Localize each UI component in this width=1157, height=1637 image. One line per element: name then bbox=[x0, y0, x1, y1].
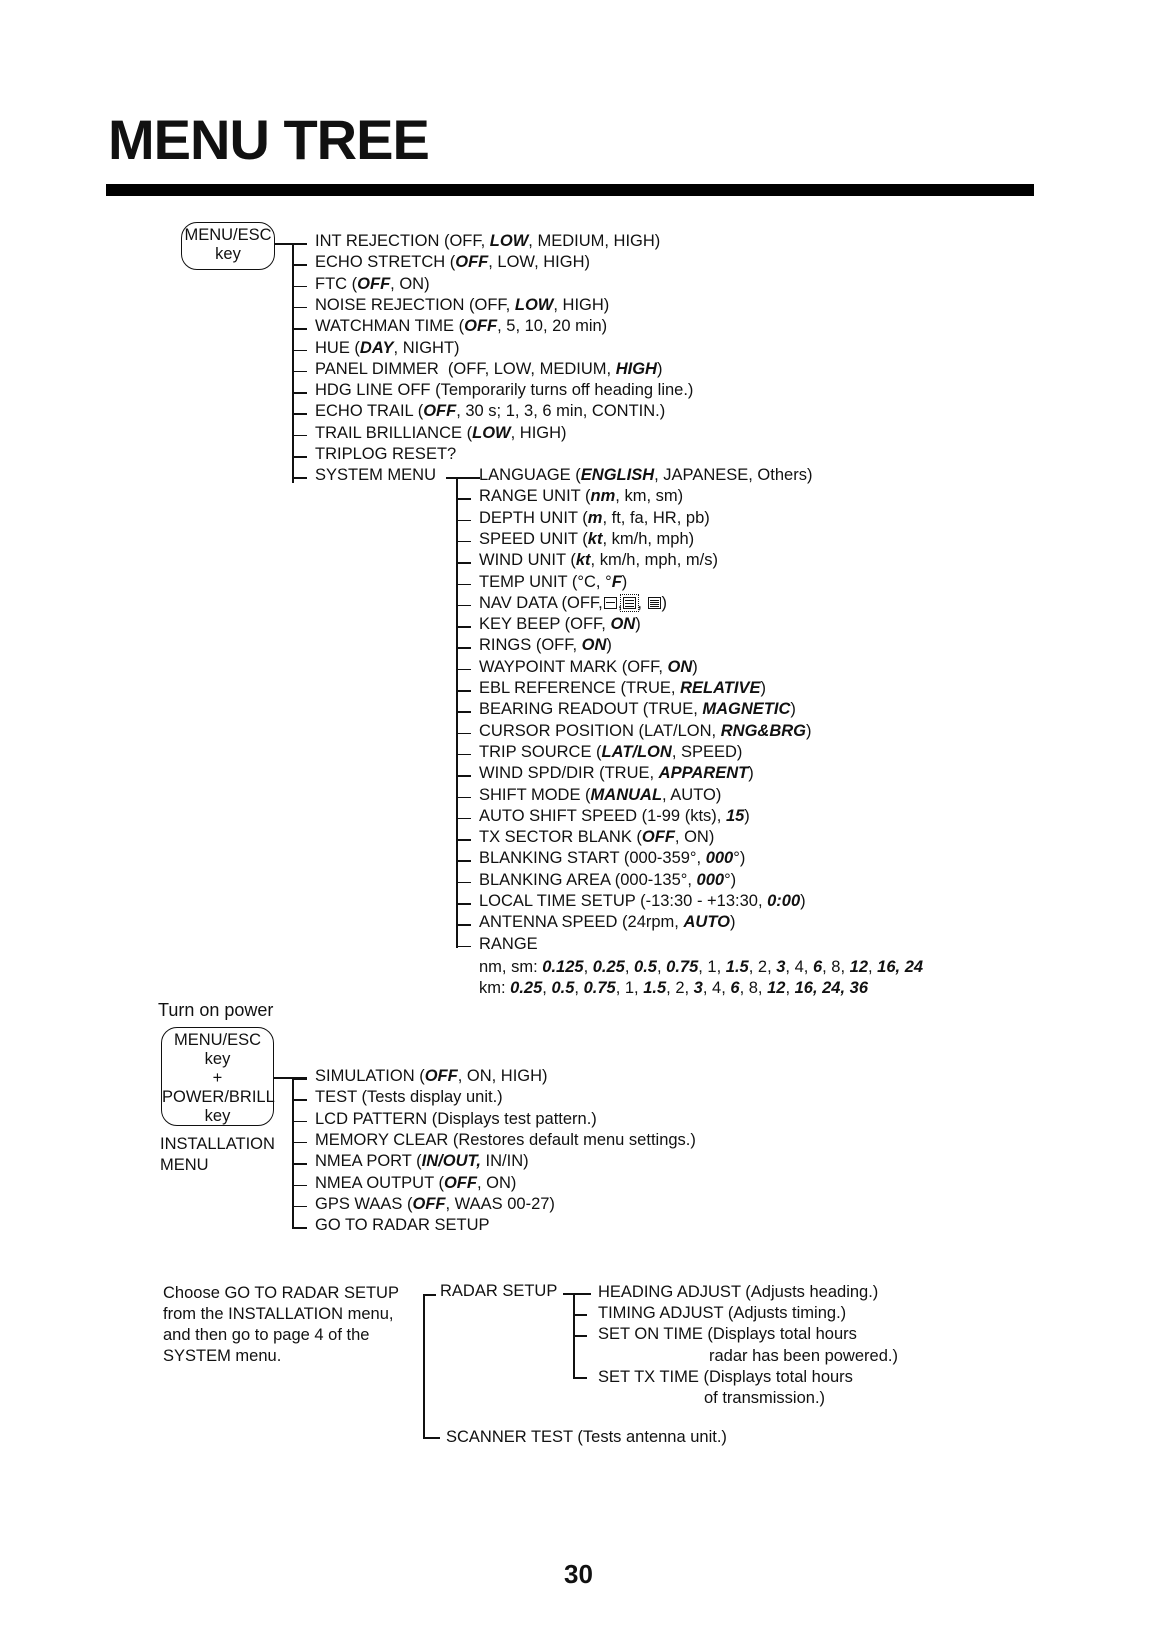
system-menu-item: RANGE UNIT (nm, km, sm) bbox=[479, 487, 684, 506]
system-menu-item: NAV DATA (OFF, , , ) bbox=[479, 593, 668, 612]
branch-tick bbox=[292, 1185, 307, 1187]
system-menu-item: TRIP SOURCE (LAT/LON, SPEED) bbox=[479, 742, 743, 761]
branch-tick bbox=[456, 903, 471, 905]
set-on-time-desc: radar has been powered.) bbox=[709, 1347, 898, 1365]
note-line: SYSTEM menu. bbox=[163, 1347, 282, 1365]
branch-tick bbox=[456, 669, 471, 671]
branch-tick bbox=[292, 477, 307, 479]
branch-tick bbox=[456, 733, 471, 735]
scanner-test-item: SCANNER TEST (Tests antenna unit.) bbox=[446, 1428, 727, 1446]
set-on-time-item: SET ON TIME (Displays total hours bbox=[598, 1325, 857, 1343]
installation-menu-item: GO TO RADAR SETUP bbox=[315, 1216, 490, 1235]
note-line: and then go to page 4 of the bbox=[163, 1326, 370, 1344]
system-menu-item: SPEED UNIT (kt, km/h, mph) bbox=[479, 529, 695, 548]
installation-menu-item: SIMULATION (OFF, ON, HIGH) bbox=[315, 1067, 548, 1085]
installation-label-line: INSTALLATION bbox=[160, 1135, 275, 1153]
tick bbox=[573, 1335, 587, 1337]
installation-label-line: MENU bbox=[160, 1156, 209, 1174]
tick bbox=[573, 1377, 587, 1379]
main-menu-item: ECHO STRETCH (OFF, LOW, HIGH) bbox=[315, 253, 591, 272]
branch-tick bbox=[292, 1142, 307, 1144]
set-tx-time-item: SET TX TIME (Displays total hours bbox=[598, 1368, 853, 1386]
branch-tick bbox=[456, 626, 471, 628]
system-menu-item: RANGE bbox=[479, 934, 538, 953]
branch-tick bbox=[292, 1227, 307, 1229]
branch-tick bbox=[456, 818, 471, 820]
branch-tick bbox=[456, 775, 471, 777]
branch-tick bbox=[292, 1206, 307, 1208]
installation-menu-label bbox=[160, 1134, 275, 1176]
branch-tick bbox=[292, 392, 307, 394]
installation-menu-item: LCD PATTERN (Displays test pattern.) bbox=[315, 1109, 597, 1128]
installation-menu-item: MEMORY CLEAR (Restores default menu settings.) bbox=[315, 1130, 696, 1149]
system-menu-item: DEPTH UNIT (m, ft, fa, HR, pb) bbox=[479, 508, 710, 527]
branch-tick bbox=[292, 371, 307, 373]
set-tx-time-desc: of transmission.) bbox=[704, 1389, 826, 1407]
install-key-box bbox=[161, 1027, 274, 1126]
range-values-km: km: 0.25, 0.5, 0.75, 1, 1.5, 2, 3, 4, 6, 8, 12, 16, 24, 36 bbox=[479, 979, 869, 997]
turn-on-power-label: Turn on power bbox=[158, 1000, 274, 1020]
branch-tick bbox=[456, 477, 471, 479]
installation-menu-item: TEST (Tests display unit.) bbox=[315, 1088, 503, 1107]
system-menu-item: BLANKING AREA (000-135°, 000°) bbox=[479, 870, 737, 889]
key-label: key bbox=[204, 1107, 231, 1125]
branch-tick bbox=[456, 924, 471, 926]
title-rule bbox=[106, 184, 1034, 196]
main-menu-item: HDG LINE OFF (Temporarily turns off heading line.) bbox=[315, 381, 694, 400]
branch-tick bbox=[456, 797, 471, 799]
system-menu-item: TX SECTOR BLANK (OFF, ON) bbox=[479, 828, 715, 847]
main-menu-item: WATCHMAN TIME (OFF, 5, 10, 20 min) bbox=[315, 317, 608, 336]
nav-data-4-line-icon bbox=[648, 597, 661, 609]
menu-key-label: MENU/ESC bbox=[173, 1031, 262, 1049]
tick bbox=[573, 1314, 587, 1316]
branch-tick bbox=[456, 882, 471, 884]
branch-tick bbox=[456, 605, 471, 607]
system-menu-item: ANTENNA SPEED (24rpm, AUTO) bbox=[479, 913, 736, 932]
branch-tick bbox=[292, 456, 307, 458]
note-line: from the INSTALLATION menu, bbox=[163, 1305, 394, 1323]
branch-tick bbox=[456, 946, 471, 948]
main-menu-item: TRIPLOG RESET? bbox=[315, 445, 457, 463]
branch-tick bbox=[292, 264, 307, 266]
main-menu-item: SYSTEM MENU bbox=[315, 466, 437, 485]
system-menu-item: TEMP UNIT (°C, °F) bbox=[479, 572, 628, 591]
branch-tick bbox=[456, 839, 471, 841]
timing-adjust-item: TIMING ADJUST (Adjusts timing.) bbox=[598, 1304, 847, 1322]
system-menu-item: LANGUAGE (ENGLISH, JAPANESE, Others) bbox=[479, 466, 813, 484]
branch-tick bbox=[456, 860, 471, 862]
branch-tick bbox=[292, 243, 307, 245]
system-menu-item: EBL REFERENCE (TRUE, RELATIVE) bbox=[479, 679, 766, 697]
installation-menu-item: NMEA PORT (IN/OUT, IN/IN) bbox=[315, 1152, 529, 1171]
branch-tick bbox=[456, 690, 471, 692]
system-menu-item: CURSOR POSITION (LAT/LON, RNG&BRG) bbox=[479, 721, 812, 740]
branch-tick bbox=[292, 286, 307, 288]
installation-menu-item: GPS WAAS (OFF, WAAS 00-27) bbox=[315, 1194, 555, 1213]
radar-setup-note bbox=[163, 1283, 399, 1367]
menu-esc-key-box bbox=[181, 222, 275, 270]
system-menu-item: RINGS (OFF, ON) bbox=[479, 636, 612, 655]
system-menu-item: AUTO SHIFT SPEED (1-99 (kts), 15) bbox=[479, 806, 750, 825]
system-menu-item: LOCAL TIME SETUP (-13:30 - +13:30, 0:00) bbox=[479, 892, 806, 910]
main-menu-item: FTC (OFF, ON) bbox=[315, 274, 430, 293]
branch-tick bbox=[292, 413, 307, 415]
main-menu-item: HUE (DAY, NIGHT) bbox=[315, 338, 460, 357]
branch-tick bbox=[456, 647, 471, 649]
branch-tick bbox=[456, 498, 471, 500]
branch-tick bbox=[292, 1099, 307, 1101]
page-number: 30 bbox=[564, 1559, 593, 1589]
radar-setup-label: RADAR SETUP bbox=[440, 1282, 558, 1300]
main-menu-item: INT REJECTION (OFF, LOW, MEDIUM, HIGH) bbox=[315, 232, 661, 250]
branch-tick bbox=[292, 435, 307, 437]
main-menu-item: PANEL DIMMER (OFF, LOW, MEDIUM, HIGH) bbox=[315, 359, 663, 378]
main-menu-item: ECHO TRAIL (OFF, 30 s; 1, 3, 6 min, CONTIN.) bbox=[315, 402, 666, 421]
branch-tick bbox=[456, 562, 471, 564]
menu-key-label: MENU/ESC bbox=[184, 226, 272, 244]
branch-tick bbox=[456, 711, 471, 713]
plus-label: + bbox=[212, 1069, 223, 1087]
radar-bracket-vertical bbox=[423, 1294, 425, 1438]
power-brill-key-label: POWER/BRILL bbox=[162, 1088, 275, 1106]
installation-menu-item: NMEA OUTPUT (OFF, ON) bbox=[315, 1173, 517, 1192]
branch-tick bbox=[456, 754, 471, 756]
page-title: MENU TREE bbox=[108, 108, 429, 171]
system-menu-item: WAYPOINT MARK (OFF, ON) bbox=[479, 657, 698, 676]
range-values-nm: nm, sm: 0.125, 0.25, 0.5, 0.75, 1, 1.5, 2, 3, 4, 6, 8, 12, 16, 24 bbox=[479, 958, 924, 976]
branch-tick bbox=[292, 307, 307, 309]
system-menu-item: WIND UNIT (kt, km/h, mph, m/s) bbox=[479, 551, 718, 570]
note-line: Choose GO TO RADAR SETUP bbox=[163, 1284, 399, 1302]
system-menu-item: BLANKING START (000-359°, 000°) bbox=[479, 849, 746, 868]
system-menu-item: KEY BEEP (OFF, ON) bbox=[479, 615, 641, 634]
nav-data-1-line-icon bbox=[604, 597, 617, 609]
branch-tick bbox=[292, 1121, 307, 1123]
key-label: key bbox=[204, 1050, 231, 1068]
system-menu-item: BEARING READOUT (TRUE, MAGNETIC) bbox=[479, 700, 796, 719]
main-menu-item: TRAIL BRILLIANCE (LOW, HIGH) bbox=[315, 423, 567, 442]
branch-tick bbox=[292, 350, 307, 352]
main-menu-vertical bbox=[292, 243, 294, 483]
heading-adjust-item: HEADING ADJUST (Adjusts heading.) bbox=[598, 1283, 879, 1301]
system-menu-item: WIND SPD/DIR (TRUE, APPARENT) bbox=[479, 764, 754, 783]
branch-tick bbox=[456, 584, 471, 586]
main-menu-item: NOISE REJECTION (OFF, LOW, HIGH) bbox=[315, 295, 610, 314]
radar-setup-connector bbox=[563, 1293, 591, 1295]
radar-bracket-bottom bbox=[423, 1437, 440, 1439]
key-label: key bbox=[215, 245, 241, 263]
branch-tick bbox=[292, 1163, 307, 1165]
nav-data-3-line-icon bbox=[623, 597, 636, 609]
branch-tick bbox=[292, 1078, 307, 1080]
radar-bracket-top bbox=[423, 1294, 436, 1296]
branch-tick bbox=[456, 541, 471, 543]
branch-tick bbox=[456, 520, 471, 522]
branch-tick bbox=[292, 328, 307, 330]
system-menu-item: SHIFT MODE (MANUAL, AUTO) bbox=[479, 785, 722, 804]
